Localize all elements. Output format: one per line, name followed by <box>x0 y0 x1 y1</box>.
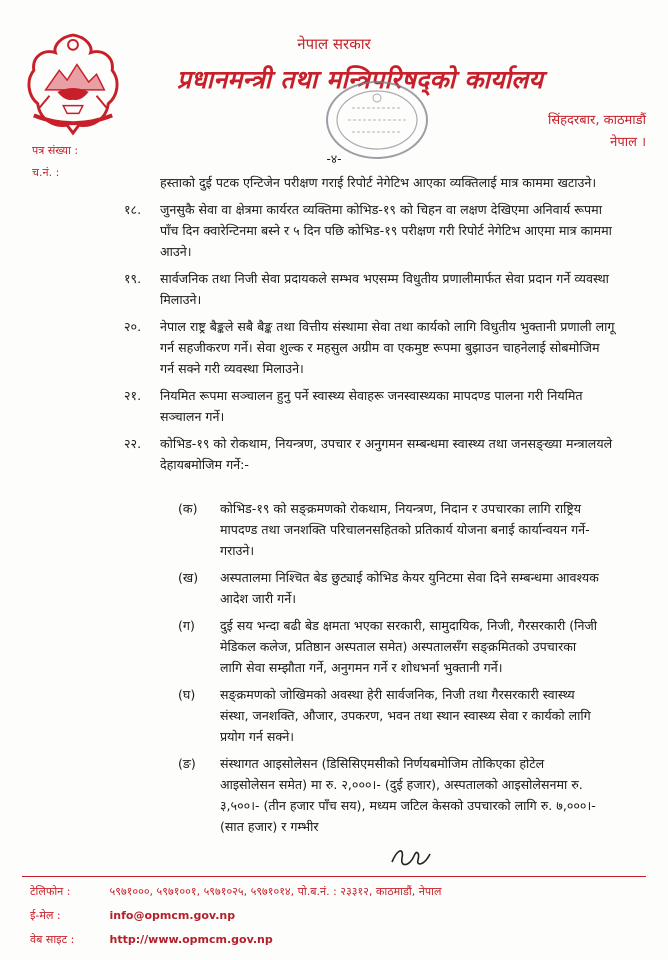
reference-number-label: पत्र संख्या : <box>32 144 79 157</box>
sub-item <box>178 498 600 561</box>
sub-item-label: (ग) <box>178 618 195 633</box>
sub-item-text: संस्थागत आइसोलेसन (डिसिसिएमसीको निर्णयबमोजिम तोकिएका होटेल आइसोलेसन समेत) मा रु. २,०००।- (दुई हजार), अस्पतालको आइसोलेसनमा रु. ३,५००।- (तीन हजार पाँच सय), मध्यम जटिल केसको उपचारको लागि रु. ७,०००।- (सात हजार) र गम्भीर <box>220 756 596 834</box>
sub-item <box>178 615 600 678</box>
footer-phone-row <box>30 880 441 904</box>
sub-item <box>178 567 600 609</box>
address-line-1: सिंहदरबार, काठमाडौं <box>547 113 646 128</box>
item-text: सार्वजनिक तथा निजी सेवा प्रदायकले सम्भव भएसम्म विधुतीय प्रणालीमार्फत सेवा प्रदान गर्ने व्यवस्था मिलाउने। <box>160 271 609 307</box>
sub-item-label: (ख) <box>178 570 199 585</box>
item-text: कोभिड-१९ को रोकथाम, नियन्त्रण, उपचार र अनुगमन सम्बन्धमा स्वास्थ्य तथा जनसङ्ख्या मन्त्रालयले देहायबमोजिम गर्ने:- <box>160 436 613 472</box>
office-title: प्रधानमन्त्री तथा मन्त्रिपरिषद्को कार्यालय <box>176 65 544 94</box>
sub-item <box>178 684 600 747</box>
continuation-text: हस्ताको दुई पटक एन्टिजेन परीक्षण गराई रिपोर्ट नेगेटिभ आएका व्यक्तिलाई मात्र काममा खटाउने। <box>160 175 597 190</box>
government-name: नेपाल सरकार <box>297 35 371 53</box>
sub-item-text: दुई सय भन्दा बढी बेड क्षमता भएका सरकारी, सामुदायिक, निजी, गैरसरकारी (निजी मेडिकल कलेज, प्रतिष्ठान अस्पताल समेत) अस्पतालसँग सङ्क्रमितको उपचारका लागि सेवा सम्झौता गर्ने, अनुगमन गर्ने र शोधभर्ना भुक्तानी गर्ने। <box>220 618 598 675</box>
numbered-item <box>124 433 615 475</box>
numbered-item <box>124 199 615 262</box>
sub-item-label: (घ) <box>178 687 196 702</box>
item-number: २२. <box>124 436 142 451</box>
initials-signature-icon <box>388 842 432 872</box>
numbered-item <box>124 268 615 310</box>
sub-item-label: (क) <box>178 501 198 516</box>
sub-item-text: कोभिड-१९ को सङ्क्रमणको रोकथाम, नियन्त्रण, निदान र उपचारका लागि राष्ट्रिय मापदण्ड तथा जनशक्ति परिचालनसहितको प्रतिकार्य योजना बनाई कार्यान्वयन गर्ने-गराउने। <box>220 501 590 558</box>
page-number: -४- <box>326 152 342 166</box>
letter-body <box>124 172 615 481</box>
footer-web-row <box>30 928 441 952</box>
phone-value: ५९७१०००, ५९७१००१, ५९७१०२५, ५९७१०१४, पो.ब.नं. : २३३१२, काठमाडौं, नेपाल <box>109 885 442 898</box>
website-label: वेब साइट : <box>30 933 75 946</box>
sub-item-list <box>160 498 620 843</box>
office-address <box>548 110 646 154</box>
item-number: २१. <box>124 388 142 403</box>
footer-contact <box>30 880 441 952</box>
item-number: १९. <box>124 271 142 286</box>
sub-item-text: सङ्क्रमणको जोखिमको अवस्था हेरी सार्वजनिक, निजी तथा गैरसरकारी स्वास्थ्य संस्था, जनशक्ति, औजार, उपकरण, भवन तथा स्थान स्वास्थ्य सेवा र कार्यको लागि प्रयोग गर्न सक्ने। <box>220 687 591 744</box>
item-text: नेपाल राष्ट्र बैङ्कले सबै बैङ्क तथा वित्तीय संस्थामा सेवा तथा कार्यको लागि विधुतीय भुक्तानी प्रणाली लागू गर्न सहजीकरण गर्ने। सेवा शुल्क र महसुल अग्रीम वा एकमुष्ट रूपमा बुझाउन चाहनेलाई सोबमोजिम गर्न सक्ने गरी व्यवस्था मिलाउने। <box>160 319 615 376</box>
numbered-item <box>124 316 615 379</box>
item-text: नियमित रूपमा सञ्चालन हुनु पर्ने स्वास्थ्य सेवाहरू जनस्वास्थ्यका मापदण्ड पालना गरी नियमित सञ्चालन गर्ने। <box>160 388 583 424</box>
footer-email-row <box>30 904 441 928</box>
dispatch-number-label: च.नं. : <box>32 166 60 179</box>
sub-item-label: (ङ) <box>178 756 196 771</box>
numbered-item <box>124 385 615 427</box>
footer-divider <box>22 876 646 877</box>
item-text: जुनसुकै सेवा वा क्षेत्रमा कार्यरत व्यक्तिमा कोभिड-१९ को चिहन वा लक्षण देखिएमा अनिवार्य रूपमा पाँच दिन क्वारेन्टिनमा बस्ने र ५ दिन पछि कोभिड-१९ परीक्षण गरी रिपोर्ट नेगेटिभ आएमा मात्र काममा आउने। <box>160 202 612 259</box>
email-label: ई-मेल : <box>30 909 61 922</box>
sub-item-text: अस्पतालमा निश्चित बेड छुट्याई कोभिड केयर युनिटमा सेवा दिने सम्बन्धमा आवश्यक आदेश जारी गर्ने। <box>220 570 599 606</box>
address-line-2: नेपाल । <box>610 135 646 150</box>
sub-item <box>178 753 600 837</box>
phone-label: टेलिफोन : <box>30 885 71 898</box>
email-link[interactable]: info@opmcm.gov.np <box>109 909 236 922</box>
item-number: २०. <box>124 319 142 334</box>
item-number: १८. <box>124 202 142 217</box>
website-link[interactable]: http://www.opmcm.gov.np <box>109 933 273 946</box>
